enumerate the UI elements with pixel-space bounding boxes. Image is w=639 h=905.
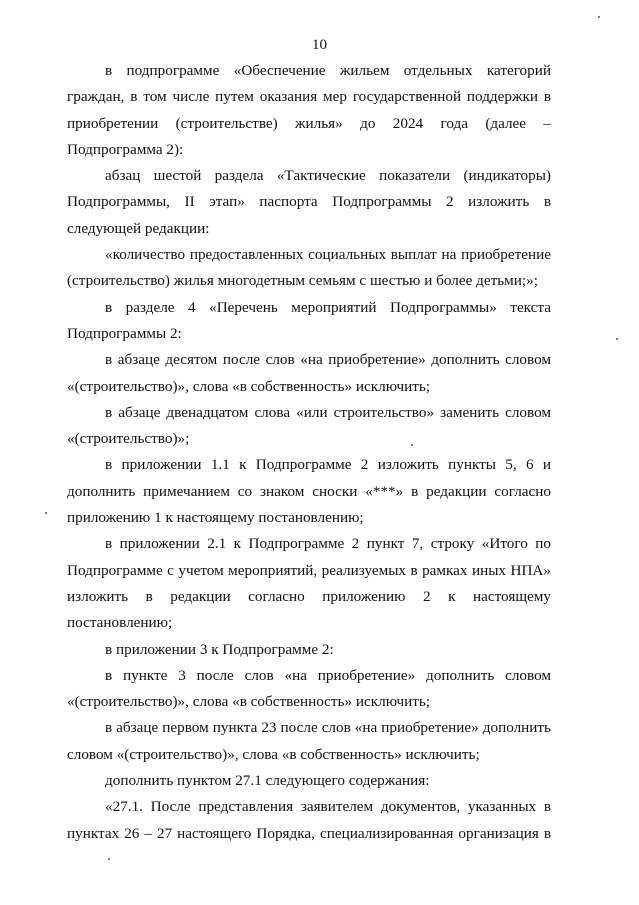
paragraph-abzac-desyatyy: в абзаце десятом после слов «на приобретение» дополнить словом «(строительство)», слова «в собственность» исключить; xyxy=(67,351,551,395)
paragraph-section-4: в разделе 4 «Перечень мероприятий Подпрограммы» текста Подпрограммы 2: xyxy=(67,298,551,342)
paragraph-punkt-23: в абзаце первом пункта 23 после слов «на приобретение» дополнить словом «(строительство)», слова «в собственность» исключить; xyxy=(67,719,551,763)
scan-speck xyxy=(411,444,413,446)
paragraph-appendix-3: в приложении 3 к Подпрограмме 2: xyxy=(105,640,334,658)
page-number: 10 xyxy=(312,37,327,53)
document-body xyxy=(67,58,551,847)
paragraph-subprogram-intro: в подпрограмме «Обеспечение жильем отдельных категорий граждан, в том числе путем оказания мер государственной поддержки в приобретении (строительстве) жилья» до 2024 года (далее – Подпрограмма 2): xyxy=(67,62,551,158)
scan-speck xyxy=(45,512,47,514)
paragraph-appendix-2-1: в приложении 2.1 к Подпрограмме 2 пункт 7, строку «Итого по Подпрограмме с учетом мероприятий, реализуемых в рамках иных НПА» изложить в редакции согласно приложению 2 к настоящему постановлению; xyxy=(67,535,551,632)
paragraph-27-1-text: «27.1. После представления заявителем документов, указанных в пунктах 26 – 27 настоящего Порядка, специализированная организация в xyxy=(67,798,551,842)
scan-speck xyxy=(616,338,618,340)
paragraph-abzac-dvenadtsatyy: в абзаце двенадцатом слова «или строительство» заменить словом «(строительство)»; xyxy=(67,403,551,448)
scan-speck xyxy=(108,858,110,860)
paragraph-quote-indicator: «количество предоставленных социальных выплат на приобретение (строительство) жилья многодетным семьям с шестью и более детьми;»; xyxy=(67,246,551,290)
paragraph-add-27-1: дополнить пунктом 27.1 следующего содержания: xyxy=(105,772,430,790)
paragraph-appendix-1-1: в приложении 1.1 к Подпрограмме 2 изложить пункты 5, 6 и дополнить примечанием со знаком сноски «***» в редакции согласно приложению 1 к настоящему постановлению; xyxy=(67,456,551,527)
paragraph-punkt-3: в пункте 3 после слов «на приобретение» дополнить словом «(строительство)», слова «в собственность» исключить; xyxy=(67,666,551,711)
paragraph-abzac-shestoy: абзац шестой раздела «Тактические показатели (индикаторы) Подпрограммы, II этап» паспорта Подпрограммы 2 изложить в следующей редакции: xyxy=(67,167,551,237)
scan-speck xyxy=(598,16,600,18)
